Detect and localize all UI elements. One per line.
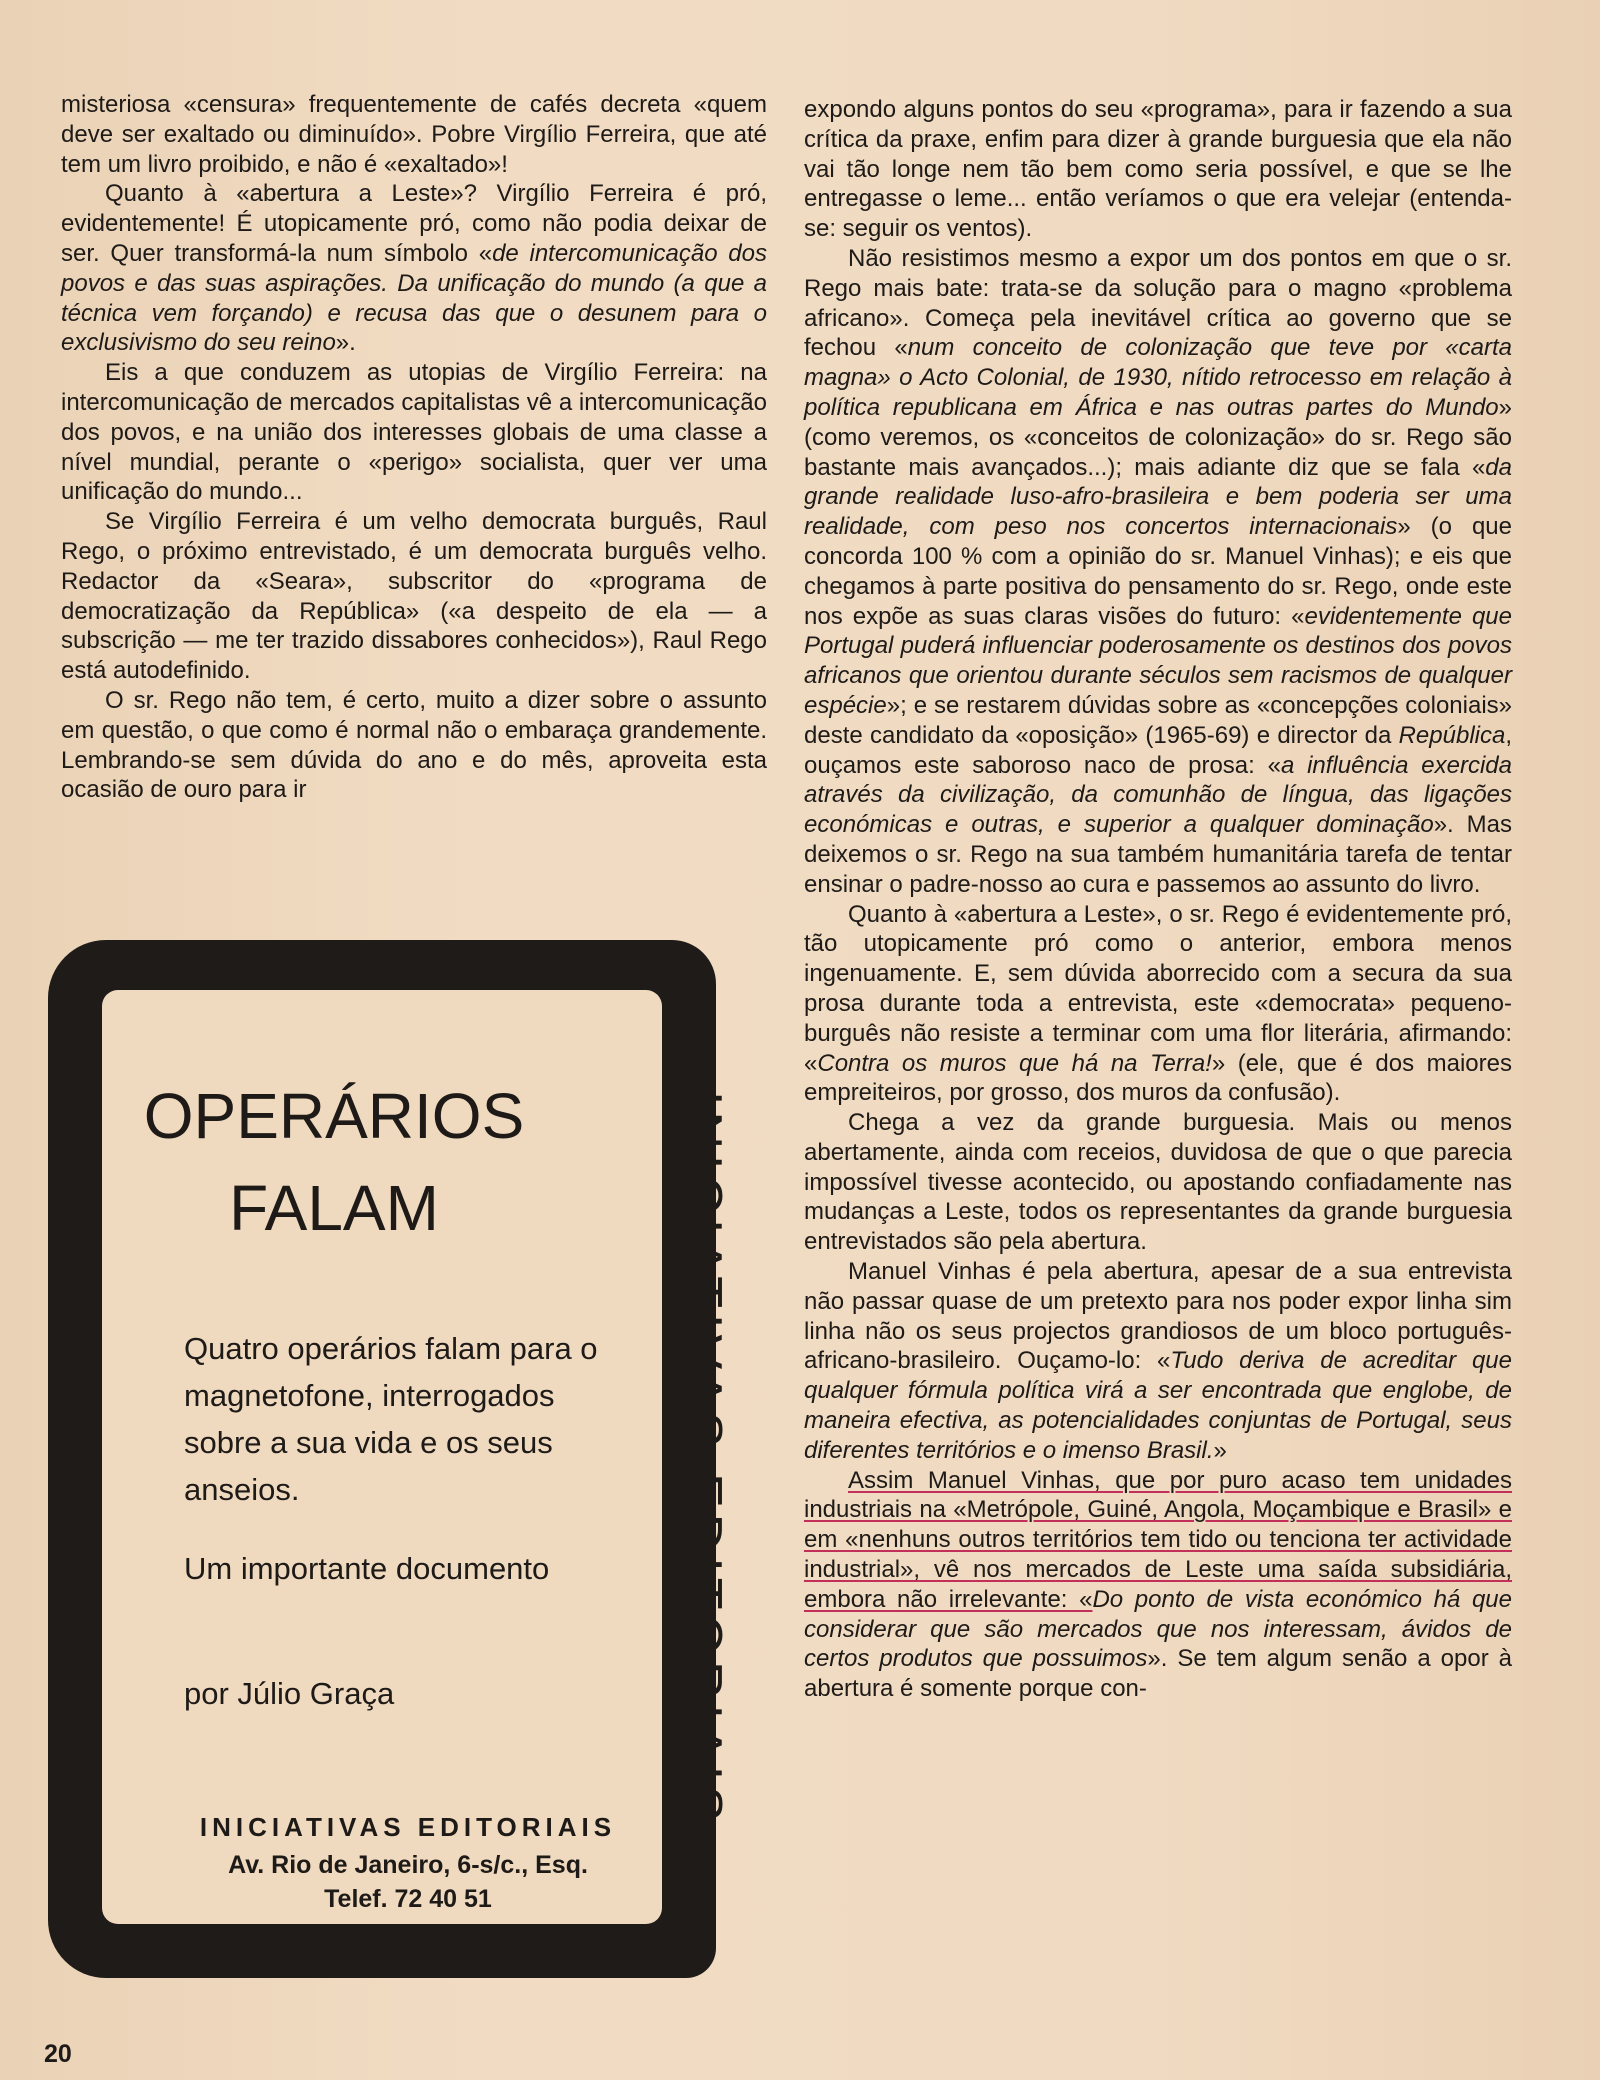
ad-phone: Telef. 72 40 51 <box>324 1885 492 1913</box>
ad-description: Quatro operários falam para o magnetofone, interrogados sobre a sua vida e os seus anseios. <box>184 1331 598 1507</box>
text-run: O sr. Rego não tem, é certo, muito a dizer sobre o assunto em questão, o que como é normal não o embaraça grandemente. Lembrando-se sem dúvida do ano e do mês, aproveita esta ocasião de ouro para ir <box>61 686 767 804</box>
text-run: expondo alguns pontos do seu «programa», para ir fazendo a sua crítica da praxe, enfim para dizer à grande burguesia que ela não vai tão longe nem tão bem como seria possível, e que se lhe entregasse o leme... então veríamos o que era velejar (entenda-se: seguir os ventos). <box>804 96 1512 243</box>
article-paragraph <box>804 244 1512 900</box>
italic-quote: de intercomunicação dos povos e das suas aspirações. Da unificação do mundo (a que a técnica vem forçando) e recusa das que o desunem para o exclusivismo do seu reino <box>61 239 768 357</box>
ad-title-line-1: OPERÁRIOS <box>143 1080 525 1152</box>
advertisement-box <box>48 940 732 1978</box>
text-run: Se Virgílio Ferreira é um velho democrata burguês, Raul Rego, o próximo entrevistado, é um democrata burguês velho. Redactor da «Seara», subscritor do «programa de democratização da República» («a despeito de ela — a subscrição — me ter trazido dissabores conhecidos»), Raul Rego está autodefinido. <box>61 508 767 685</box>
article-paragraph <box>61 686 767 805</box>
text-run: ». Se tem algum senão a opor à abertura é somente porque con- <box>804 1645 1513 1703</box>
italic-quote: Contra os muros que há na Terra! <box>817 1049 1212 1077</box>
article-paragraph <box>804 1466 1512 1704</box>
italic-quote: Tudo deriva de acreditar que qualquer fórmula política virá a ser encontrada que englobe, de maneira efectiva, as potencialidades conjuntas de Portugal, seus diferentes territórios e o imenso Brasil. <box>804 1347 1513 1464</box>
article-paragraph <box>804 1257 1512 1466</box>
text-run: Quanto à «abertura a Leste», o sr. Rego é evidentemente pró, tão utopicamente pró como o anterior, embora menos ingenuamente. E, sem dúvida aborrecido com a secura da sua prosa durante toda a entrevista, este «democrata» pequeno-burguês não resiste a terminar com uma flor literária, afirmando: « <box>804 900 1512 1077</box>
italic-quote: evidentemente que Portugal puderá influenciar poderosamente os destinos dos povos africanos que orientou durante séculos sem racismos de qualquer espécie <box>804 602 1512 719</box>
ad-address: Av. Rio de Janeiro, 6-s/c., Esq. <box>228 1851 588 1879</box>
text-run: Não resistimos mesmo a expor um dos pontos em que o sr. Rego mais bate: trata-se da solução para o magno «problema africano». Começa pela inevitável crítica ao governo que se fechou « <box>804 244 1512 362</box>
ad-vertical-publisher: INICIATIVAS EDITORIAIS <box>674 1091 732 1827</box>
ad-document-note: Um importante documento <box>184 1551 550 1586</box>
article-paragraph <box>804 95 1512 244</box>
text-run: Quanto à «abertura a Leste»? Virgílio Ferreira é pró, evidentemente! É utopicamente pró, como não podia deixar de ser. Quer transformá-la num símbolo « <box>61 180 767 267</box>
text-run: ». <box>335 329 356 357</box>
article-paragraph <box>804 900 1512 1109</box>
ad-publisher: INICIATIVAS EDITORIAIS <box>199 1812 617 1842</box>
text-run: »; e se restarem dúvidas sobre as «concepções coloniais» deste candidato da «oposição» (1965-69) e director da <box>804 691 1512 749</box>
text-run: misteriosa «censura» frequentemente de cafés decreta «quem deve ser exaltado ou diminuído». Pobre Virgílio Ferreira, que até tem um livro proibido, e não é «exaltado»! <box>61 91 767 178</box>
italic-quote: a influência exercida através da civilização, da comunhão de língua, das ligações económicas e outras, e superior a qualquer dominação <box>804 751 1512 839</box>
ad-author: por Júlio Graça <box>184 1676 395 1711</box>
italic-quote: num conceito de colonização que teve por «carta magna» o Acto Colonial, de 1930, nítido retrocesso em relação à política republicana em África e nas outras partes do Mundo <box>804 334 1513 421</box>
text-run: » (o que concorda 100 % com a opinião do sr. Manuel Vinhas); e eis que chegamos à parte positiva do pensamento do sr. Rego, onde este nos expõe as suas claras visões do futuro: « <box>804 513 1512 630</box>
italic-quote: Do ponto de vista económico há que considerar que são mercados que nos interessam, ávidos de certos produtos que possuimos <box>804 1585 1512 1673</box>
article-paragraph <box>61 90 767 179</box>
right-text-column <box>804 95 1512 1704</box>
text-run: Manuel Vinhas é pela abertura, apesar de a sua entrevista não passar quase de um pretexto para nos poder expor linha sim linha não os seus projectos grandiosos de um bloco português-africano-brasileiro. Ouçamo-lo: « <box>804 1258 1512 1375</box>
article-paragraph <box>61 179 767 358</box>
left-text-column <box>61 90 767 805</box>
text-run: ». Mas deixemos o sr. Rego na sua também humanitária tarefa de tentar ensinar o padre-nosso ao cura e passemos ao assunto do livro. <box>804 811 1512 898</box>
text-run: Chega a vez da grande burguesia. Mais ou menos abertamente, ainda com receios, duvidosa de que o que parecia impossível tivesse acontecido, ou apostando confiadamente nas mudanças a Leste, todos os representantes da grande burguesia entrevistados são pela abertura. <box>804 1109 1512 1256</box>
text-run: Eis a que conduzem as utopias de Virgílio Ferreira: na intercomunicação de mercados capitalistas vê a intercomunicação dos povos, e na união dos interesses globais de uma classe a nível mundial, perante o «perigo» socialista, quer ver uma unificação do mundo... <box>61 359 767 506</box>
text-run: » <box>1213 1436 1227 1464</box>
italic-quote: República <box>1398 721 1506 749</box>
ad-title <box>124 1070 544 1254</box>
ad-title-line-2: FALAM <box>229 1172 439 1244</box>
italic-quote: da grande realidade luso-afro-brasileira e bem poderia ser uma realidade, com peso nos concertos internacionais <box>804 453 1512 541</box>
text-run: » (como veremos, os «conceitos de colonização» do sr. Rego são bastante mais avançados...); mais adiante diz que se fala « <box>804 393 1512 481</box>
article-paragraph <box>61 507 767 686</box>
article-paragraph <box>804 1108 1512 1257</box>
text-run: » (ele, que é dos maiores empreiteiros, por grosso, dos muros da confusão). <box>804 1049 1512 1107</box>
page-number: 20 <box>44 2040 72 2068</box>
text-run: Assim Manuel Vinhas, que por puro acaso tem unidades industriais na «Metrópole, Guiné, Angola, Moçambique e Brasil» e em «nenhuns outros territórios tem tido ou tenciona ter actividade industrial», vê nos mercados de Leste uma saída subsidiária, embora não irrelevante: « <box>804 1466 1512 1613</box>
article-paragraph <box>61 358 767 507</box>
text-run: , ouçamos este saboroso naco de prosa: « <box>804 721 1512 779</box>
